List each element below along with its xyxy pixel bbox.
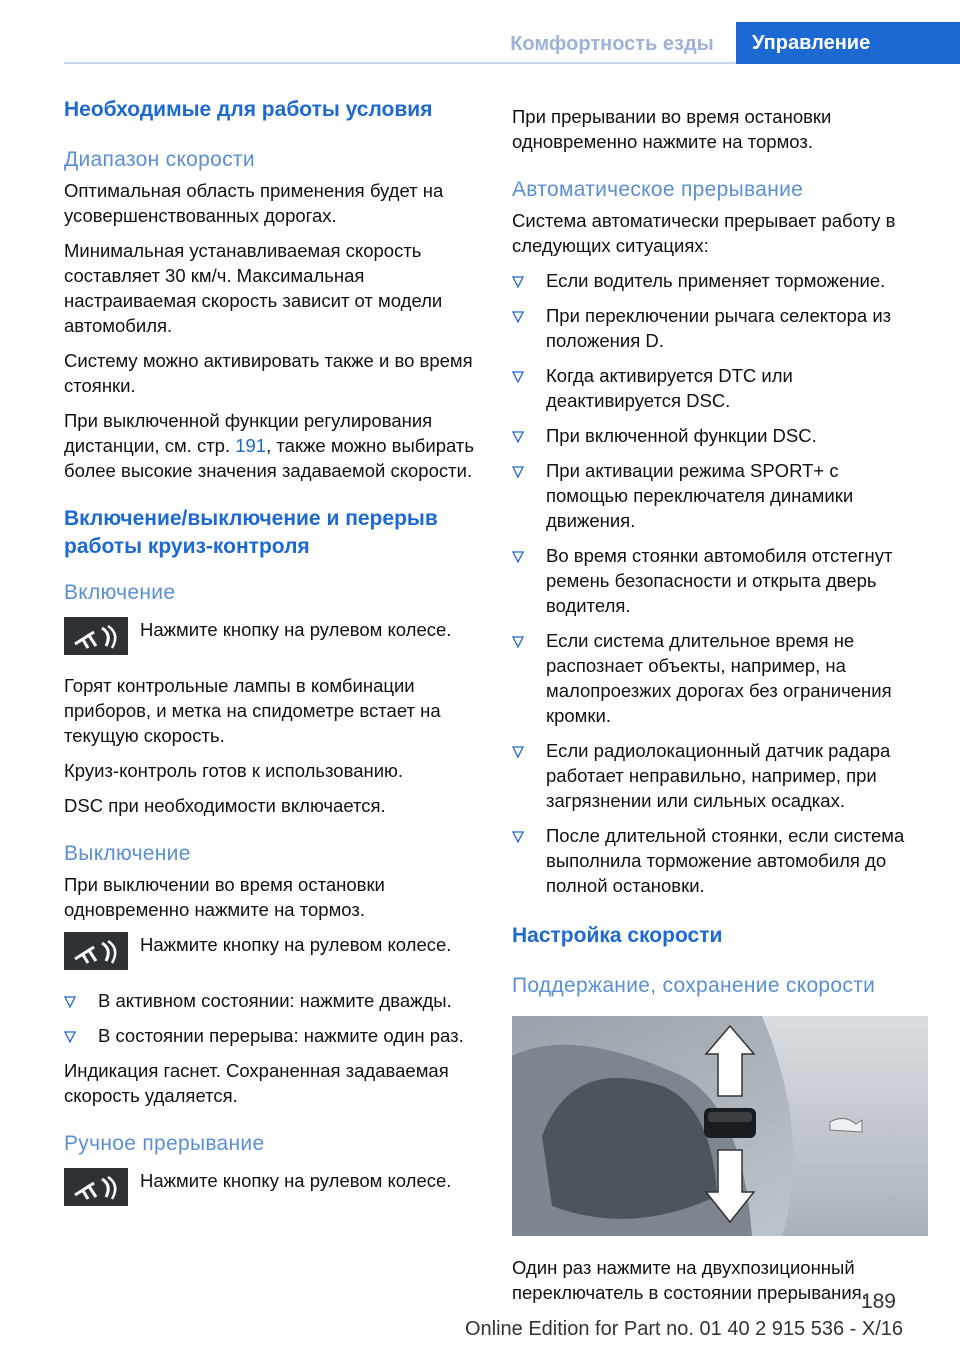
list-item [512,303,924,353]
header-chapter-tab[interactable]: Управление [736,22,960,64]
triangle-bullet-icon [64,1031,76,1043]
paragraph: Индикация гаснет. Сохраненная задаваемая скорость удаляется. [64,1060,449,1106]
triangle-bullet-icon [512,746,524,758]
list-text: В активном состоянии: нажмите дважды. [98,990,452,1011]
list-text: Во время стоянки автомобиля отстегнут ремень безопасности и открыта дверь водителя. [546,545,893,616]
instruction-row [64,1168,476,1206]
instruction-text: Нажмите кнопку на рулевом колесе. [140,619,452,640]
list-item [512,458,924,533]
triangle-bullet-icon [512,831,524,843]
heading-off: Выключение [64,842,191,865]
list-item [512,628,924,728]
list-text: Если водитель применяет торможение. [546,270,886,291]
steering-wheel-switch-photo [512,1016,928,1236]
list-item [512,363,924,413]
triangle-bullet-icon [512,371,524,383]
list-text: При включенной функции DSC. [546,425,817,446]
paragraph: Минимальная устанавливаемая скорость составляет 30 км/ч. Максимальная настраиваемая скорость зависит от модели автомобиля. [64,240,443,336]
list-text: При переключении рычага селектора из положения D. [546,305,892,351]
list-item [512,543,924,618]
paragraph: DSC при необходимости включается. [64,795,386,816]
triangle-bullet-icon [512,311,524,323]
cruise-control-button-icon [64,932,128,970]
heading-set-speed: Настройка скорости [512,924,723,947]
heading-on: Включение [64,581,176,604]
list-item [512,268,924,293]
list-text: Если система длительное время не распознает объекты, например, на малопроезжих дорогах без ограничения кромки. [546,630,892,726]
paragraph: Круиз-контроль готов к использованию. [64,760,404,781]
list-text: Когда активируется DTC или деактивируется DSC. [546,365,793,411]
instruction-row [64,932,476,970]
instruction-text: Нажмите кнопку на рулевом колесе. [140,934,452,955]
cruise-control-button-icon [64,617,128,655]
header-section-title: Комфортность езды [510,32,714,55]
heading-conditions: Необходимые для работы условия [64,98,433,121]
paragraph-with-link [64,408,476,483]
heading-speed-range: Диапазон скорости [64,148,255,171]
paragraph: При прерывании во время остановки одновременно нажмите на тормоз. [512,106,832,152]
heading-manual: Ручное прерывание [64,1132,265,1155]
text: При выключенной функции регулирования дистанции, см. стр. [64,410,433,456]
paragraph: Систему можно активировать также и во время стоянки. [64,350,473,396]
heading-keep-speed: Поддержание, сохранение скорости [512,974,876,997]
list-text: Если радиолокационный датчик радара работает неправильно, например, при загрязнении или сильных осадках. [546,740,891,811]
text: , также можно выбирать более высокие значения задаваемой скорости. [64,435,474,481]
triangle-bullet-icon [512,466,524,478]
off-list [64,988,476,1048]
instruction-text: Нажмите кнопку на рулевом колесе. [140,1170,452,1191]
list-text: В состоянии перерыва: нажмите один раз. [98,1025,464,1046]
paragraph: Оптимальная область применения будет на усовершенствованных дорогах. [64,180,444,226]
paragraph: Один раз нажмите на двухпозиционный переключатель в состоянии прерывания. [512,1257,867,1303]
right-column [512,104,924,1315]
page-link-191[interactable]: 191 [235,435,267,456]
triangle-bullet-icon [512,431,524,443]
list-item [64,988,476,1013]
triangle-bullet-icon [64,996,76,1008]
header-rule [64,62,736,64]
triangle-bullet-icon [512,636,524,648]
triangle-bullet-icon [512,551,524,563]
paragraph: Система автоматически прерывает работу в следующих ситуациях: [512,210,896,256]
heading-on-off: Включение/выключение и перерыв работы круиз-контроля [64,507,438,558]
list-item [512,738,924,813]
heading-auto: Автоматическое прерывание [512,178,804,201]
left-column [64,96,476,1224]
paragraph: При выключении во время остановки одновременно нажмите на тормоз. [64,874,385,920]
list-item [512,423,924,448]
auto-interrupt-list [512,268,924,898]
instruction-row [64,617,476,655]
footer-edition: Online Edition for Part no. 01 40 2 915 536 - X/16 [464,1318,904,1340]
page-number: 189 [860,1290,896,1313]
triangle-bullet-icon [512,276,524,288]
cruise-control-button-icon [64,1168,128,1206]
list-item [512,823,924,898]
list-item [64,1023,476,1048]
paragraph: Горят контрольные лампы в комбинации приборов, и метка на спидометре встает на текущую скорость. [64,675,441,746]
list-text: При активации режима SPORT+ с помощью переключателя динамики движения. [546,460,854,531]
list-text: После длительной стоянки, если система выполнила торможение автомобиля до полной остановки. [546,825,905,896]
